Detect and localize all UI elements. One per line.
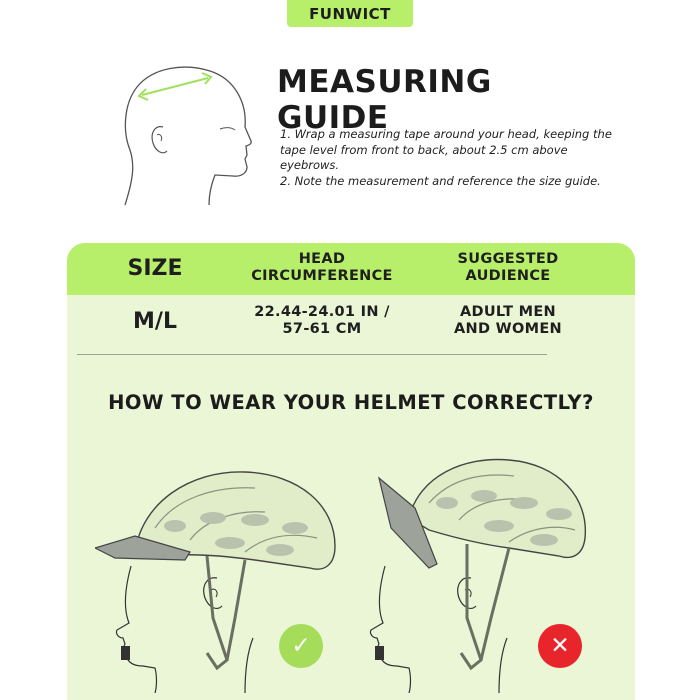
measuring-guide-title: MEASURING GUIDE [277,64,492,136]
row-circ-line2: 57-61 CM [282,321,362,337]
correct-check-icon [279,624,323,668]
wear-title: HOW TO WEAR YOUR HELMET CORRECTLY? [108,391,594,414]
header-circ-line1: HEAD [298,251,346,267]
correct-mark: ✓ [291,632,311,659]
row-size: M/L [133,309,177,334]
header-circ-line2: CIRCUMFERENCE [251,268,393,284]
row-aud-line1: ADULT MEN [460,304,556,320]
header-aud-line2: AUDIENCE [465,268,551,284]
measuring-step-1: 1. Wrap a measuring tape around your head, keeping the tape level from front to back, about 2.5 cm above eyebrows. [280,127,612,172]
header-aud-line1: SUGGESTED [457,251,559,267]
wrong-mark: ✕ [550,632,570,659]
row-circ-line1: 22.44-24.01 IN / [254,304,390,320]
measuring-step-2: 2. Note the measurement and reference the size guide. [280,173,601,188]
row-suggested-audience [427,304,589,338]
header-head-circumference [222,251,422,285]
wrong-x-icon [538,624,582,668]
measuring-instructions [280,127,620,189]
row-head-circumference [222,304,422,338]
row-aud-line2: AND WOMEN [454,321,562,337]
brand-logo [287,0,413,27]
header-size: SIZE [127,256,183,281]
brand-name: FUNWICT [309,4,391,23]
table-divider [77,354,547,355]
head-measure-illustration [105,55,270,215]
header-suggested-audience [427,251,589,285]
